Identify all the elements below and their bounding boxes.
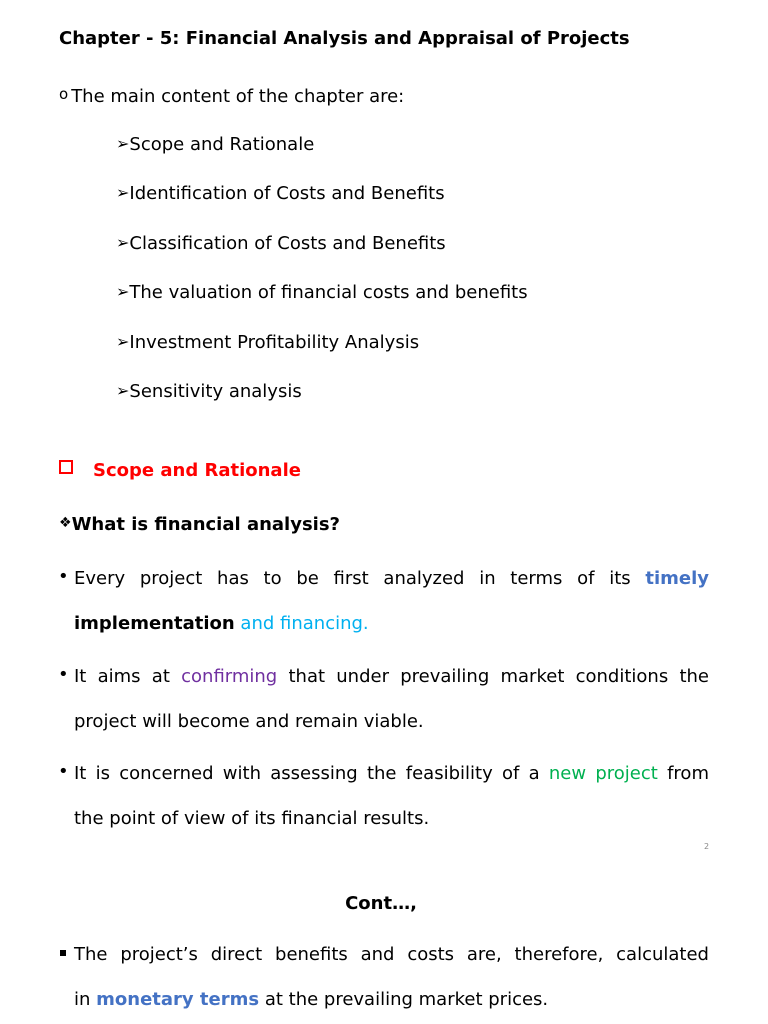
paragraph-text: in: [74, 989, 91, 1010]
bullet-text: It aims at: [74, 666, 170, 687]
bold-text: implementation: [74, 613, 235, 634]
toc-item-label: Scope and Rationale: [129, 134, 315, 155]
toc-item-valuation: [116, 282, 528, 303]
toc-item-label: Classification of Costs and Benefits: [129, 233, 446, 254]
round-bullet-icon: •: [58, 664, 69, 685]
toc-item-label: Sensitivity analysis: [129, 381, 302, 402]
last-paragraph: [74, 932, 709, 1022]
toc-item-scope: [116, 134, 314, 155]
bullet-paragraph-1: [74, 556, 709, 646]
intro-line: [59, 85, 404, 107]
bullet-text: from: [667, 763, 709, 784]
round-bullet-icon: •: [58, 566, 69, 587]
question-text: What is financial analysis?: [71, 514, 340, 535]
highlight-text: new project: [548, 763, 658, 784]
round-bullet-icon: •: [58, 761, 69, 782]
paragraph-line: [74, 654, 709, 699]
section-heading: [59, 460, 301, 481]
toc-item-investment: [116, 332, 419, 353]
arrow-bullet-icon: ➢: [116, 183, 130, 202]
chapter-title: Chapter - 5: Financial Analysis and Appraisal of Projects: [59, 28, 630, 49]
paragraph-text: at the prevailing market prices.: [264, 989, 549, 1010]
paragraph-line: [74, 977, 709, 1022]
highlight-text: confirming: [181, 666, 278, 687]
paragraph-line: [74, 751, 709, 796]
square-bullet-icon: [60, 950, 66, 956]
four-diamond-bullet-icon: ❖: [59, 515, 72, 531]
checkbox-square-bullet-icon: [59, 460, 73, 474]
bullet-text: It is concerned with assessing the feasibility of a: [74, 763, 540, 784]
bullet-paragraph-2: [74, 654, 709, 744]
toc-item-identification: [116, 183, 445, 204]
paragraph-line: The project’s direct benefits and costs are, therefore, calculated: [74, 944, 709, 965]
question-heading: [59, 514, 340, 535]
continuation-heading: Cont…,: [345, 893, 417, 914]
toc-item-label: Identification of Costs and Benefits: [129, 183, 445, 204]
highlight-text: and financing.: [240, 613, 369, 634]
arrow-bullet-icon: ➢: [116, 381, 130, 400]
intro-text: The main content of the chapter are:: [71, 86, 405, 107]
bullet-text: Every project has to be first analyzed in terms of its: [74, 568, 631, 589]
highlight-text: monetary terms: [96, 989, 260, 1010]
toc-item-label: Investment Profitability Analysis: [129, 332, 420, 353]
bullet-text: that under prevailing market conditions the: [288, 666, 709, 687]
highlight-text: timely: [645, 568, 710, 589]
toc-item-classification: [116, 233, 446, 254]
toc-item-sensitivity: [116, 381, 302, 402]
section-heading-text: Scope and Rationale: [93, 460, 301, 481]
page-number: 2: [704, 842, 710, 851]
paragraph-line: project will become and remain viable.: [74, 711, 424, 732]
paragraph-line: the point of view of its financial results.: [74, 808, 430, 829]
hollow-circle-bullet-icon: o: [59, 85, 69, 103]
paragraph-line: [74, 601, 709, 646]
paragraph-line: [74, 556, 709, 601]
toc-item-label: The valuation of financial costs and benefits: [129, 282, 528, 303]
bullet-paragraph-3: [74, 751, 709, 841]
arrow-bullet-icon: ➢: [116, 134, 130, 153]
arrow-bullet-icon: ➢: [116, 332, 130, 351]
arrow-bullet-icon: ➢: [116, 233, 130, 252]
arrow-bullet-icon: ➢: [116, 282, 130, 301]
